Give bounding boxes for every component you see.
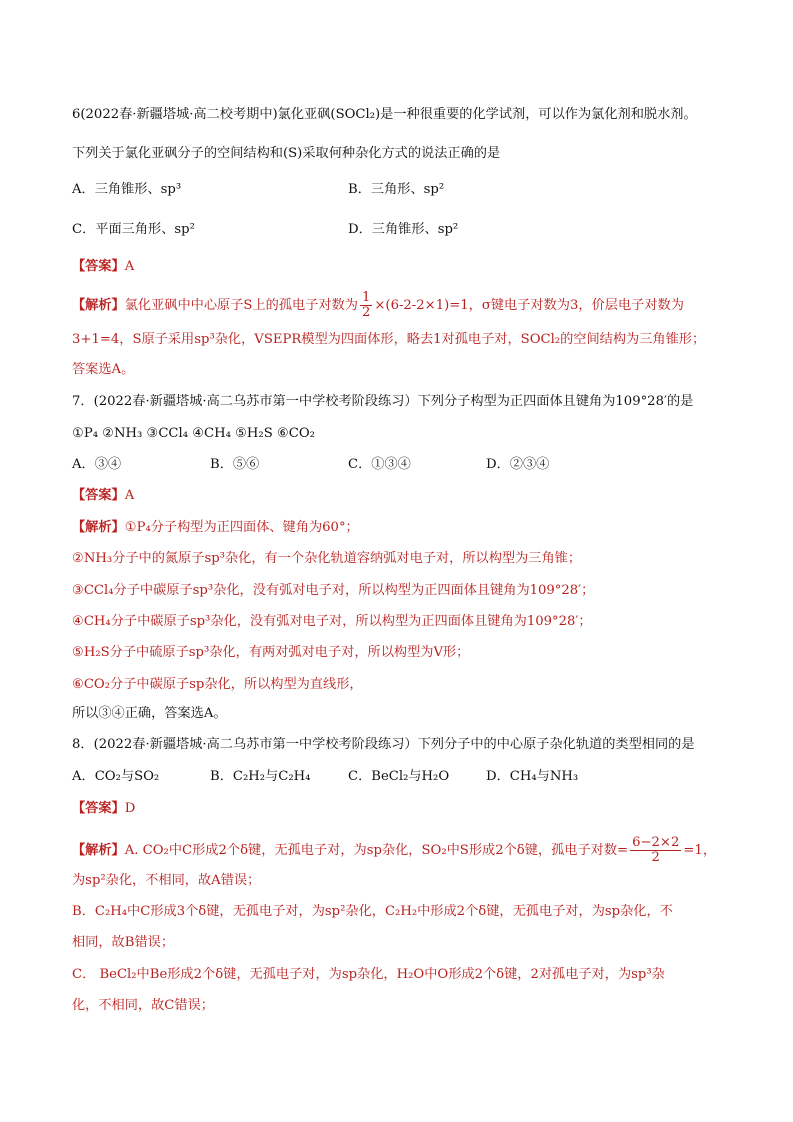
q6-analysis-line1 [72,291,684,320]
q7-option-b: B．⑤⑥ [210,457,260,472]
fraction-numerator: 1 [361,290,371,305]
q7-stem: 7．(2022春·新疆塔城·高二乌苏市第一中学校考阶段练习）下列分子构型为正四面体且键角为109°28′的是 [72,394,694,409]
q8-analysis-line6: 化，不相同，故C错误； [72,998,214,1013]
q8-analysis-line3: B．C₂H₄中C形成3个δ键，无孤电子对，为sp²杂化，C₂H₂中形成2个δ键，无孤电子对，为sp杂化，不 [72,904,673,919]
q7-analysis-text: ①P₄分子构型为正四面体、键角为60°； [124,520,359,535]
q8-option-a: A．CO₂与SO₂ [72,769,160,784]
answer-label: 【答案】 [72,488,125,503]
q8-option-d: D．CH₄与NH₃ [486,769,579,784]
q7-option-c: C．①③④ [348,457,411,472]
q6-analysis-text-pre: 氯化亚砜中中心原子S上的孤电子对数为 [124,298,358,313]
answer-value: A [124,488,135,503]
fraction-denominator: 2 [651,850,660,865]
q8-analysis-line4: 相同，故B错误； [72,935,175,950]
q8-option-c: C．BeCl₂与H₂O [348,769,450,784]
q7-analysis-line4: ④CH₄分子中碳原子sp³杂化，没有弧对电子对，所以构型为正四面体且键角为109°28′； [72,614,592,629]
q6-fraction [360,291,372,320]
q7-molecules: ①P₄ ②NH₃ ③CCl₄ ④CH₄ ⑤H₂S ⑥CO₂ [72,426,315,441]
q6-answer [72,258,134,276]
answer-label: 【答案】 [72,801,125,816]
q7-analysis-line3: ③CCl₄分子中碳原子sp³杂化，没有弧对电子对，所以构型为正四面体且键角为109°28′； [72,583,595,598]
q6-option-b: B．三角形、sp² [348,182,445,197]
q6-option-a: A．三角锥形、sp³ [72,182,182,197]
q7-analysis-conclusion: 所以③④正确，答案选A。 [72,706,227,721]
answer-value: D [124,801,136,816]
q6-analysis-line3: 答案选A。 [72,362,135,377]
q8-analysis-line1 [72,836,716,865]
q6-option-d: D．三角锥形、sp² [348,222,459,237]
q7-analysis-line5: ⑤H₂S分子中硫原子sp³杂化，有两对弧对电子对，所以构型为V形； [72,645,470,660]
q7-option-d: D．②③④ [486,457,550,472]
q6-analysis-line2: 3+1=4，S原子采用sp³杂化，VSEPR模型为四面体形，略去1对孤电子对，SOCl₂的空间结构为三角锥形； [72,332,706,347]
q6-analysis-text-post: ×(6-2-2×1)=1，σ键电子对数为3，价层电子对数为 [374,298,684,313]
fraction-numerator: 6−2×2 [632,835,680,850]
answer-label: 【答案】 [72,259,125,274]
analysis-label: 【解析】 [72,520,125,535]
q6-option-c: C．平面三角形、sp² [72,222,195,237]
q8-analysis-text-post: =1， [683,843,717,858]
q8-analysis-text-pre: A. CO₂中C形成2个δ键，无孤电子对，为sp杂化，SO₂中S形成2个δ键，孤电子对数= [124,843,629,858]
q6-stem-line1: 6(2022春·新疆塔城·高二校考期中)氯化亚砜(SOCl₂)是一种很重要的化学试剂，可以作为氯化剂和脱水剂。 [72,107,697,122]
q6-stem-line2: 下列关于氯化亚砜分子的空间结构和(S)采取何种杂化方式的说法正确的是 [72,146,501,161]
q8-fraction [630,836,681,865]
q7-answer [72,487,134,505]
analysis-label: 【解析】 [72,298,125,313]
q8-answer [72,800,135,818]
q8-analysis-line5: C． BeCl₂中Be形成2个δ键，无孤电子对，为sp杂化，H₂O中O形成2个δ键，2对孤电子对，为sp³杂 [72,967,665,982]
analysis-label: 【解析】 [72,843,125,858]
q7-analysis-line2: ②NH₃分子中的氮原子sp³杂化，有一个杂化轨道容纳弧对电子对，所以构型为三角锥； [72,551,582,566]
answer-value: A [124,259,135,274]
q8-analysis-line2: 为sp²杂化，不相同，故A错误； [72,873,261,888]
q8-option-b: B．C₂H₂与C₂H₄ [210,769,311,784]
q7-option-a: A．③④ [72,457,122,472]
fraction-denominator: 2 [361,305,371,320]
q7-analysis-line1 [72,519,359,537]
q8-stem: 8．(2022春·新疆塔城·高二乌苏市第一中学校考阶段练习）下列分子中的中心原子杂化轨道的类型相同的是 [72,737,695,752]
q7-analysis-line6: ⑥CO₂分子中碳原子sp杂化，所以构型为直线形， [72,677,363,692]
